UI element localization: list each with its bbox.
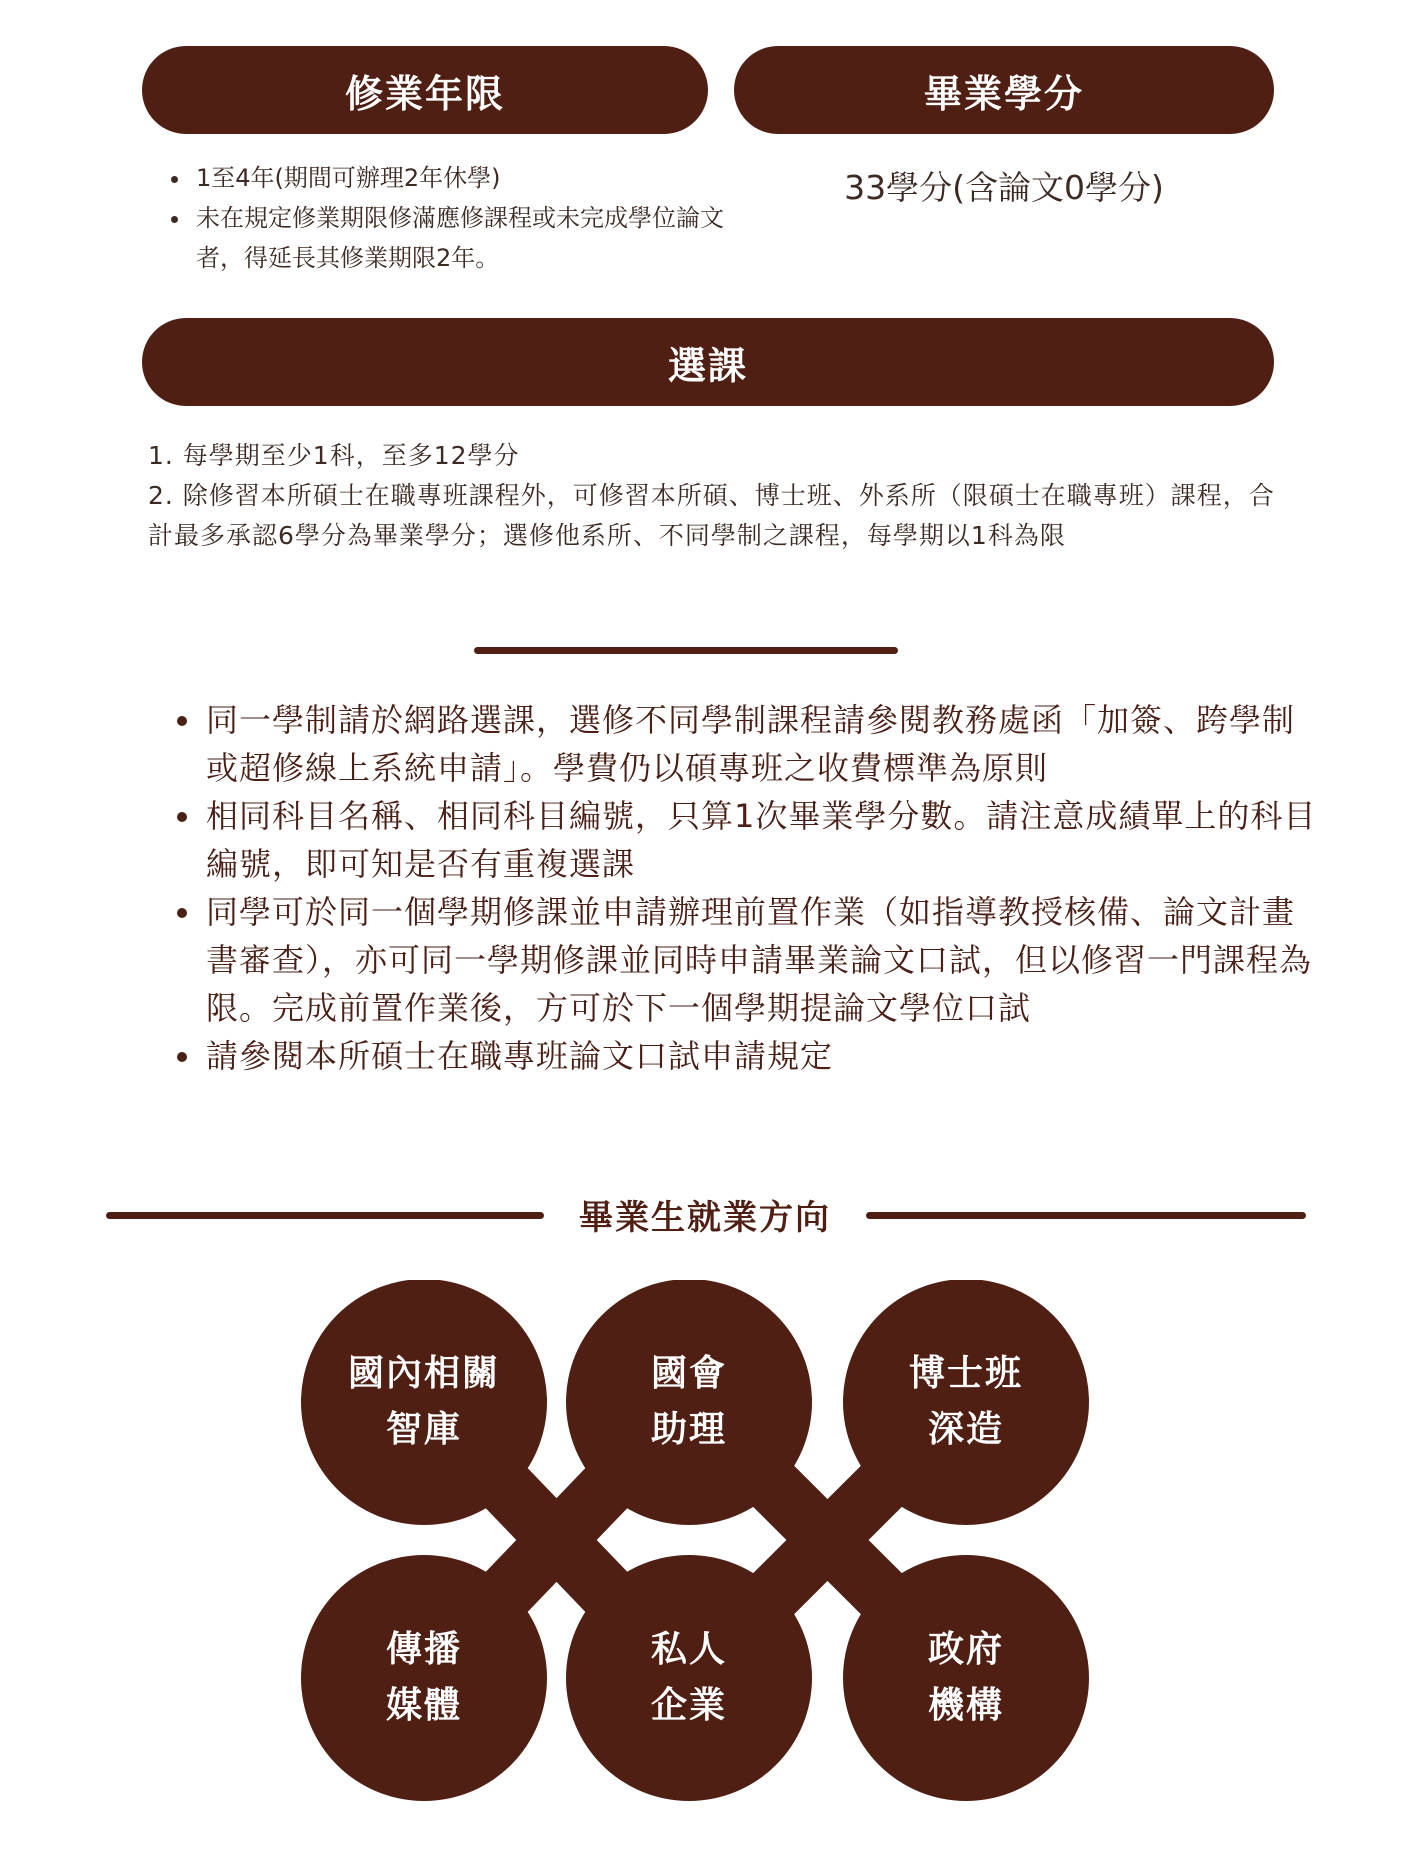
node-label-line2: 企業 — [650, 1685, 727, 1726]
list-item: • 同一學制請於網路選課，選修不同學制課程請參閱教務處函「加簽、跨學制或超修線上系統申請」。學費仍以碩專班之收費標準為原則 — [204, 696, 1322, 792]
duration-header — [142, 46, 708, 134]
node-label-line1: 國內相關 — [347, 1353, 500, 1394]
node-label-line2: 智庫 — [385, 1409, 462, 1450]
node-label-line1: 政府 — [927, 1629, 1004, 1670]
node-label-line1: 私人 — [650, 1629, 727, 1670]
rule-item: 1. 每學期至少1科，至多12學分 — [148, 441, 520, 470]
career-node-congress-assistant — [589, 1346, 789, 1458]
list-item: • 相同科目名稱、相同科目編號，只算1次畢業學分數。請注意成績單上的科目編號，即可知是否有重複選課 — [204, 792, 1322, 888]
list-item: • 同學可於同一個學期修課並申請辦理前置作業（如指導教授核備、論文計畫書審查），亦可同一學期修課並同時申請畢業論文口試，但以修習一門課程為限。完成前置作業後，方可於下一個學期提論文學位口試 — [204, 888, 1322, 1032]
list-item: • 未在規定修業期限修滿應修課程或未完成學位論文者，得延長其修業期限2年。 — [192, 198, 752, 278]
list-item: • 請參閱本所碩士在職專班論文口試申請規定 — [204, 1032, 1322, 1080]
divider — [474, 647, 898, 654]
career-node-phd — [866, 1346, 1066, 1458]
career-node-government — [866, 1622, 1066, 1734]
node-label-line2: 機構 — [927, 1685, 1004, 1726]
node-label-line2: 助理 — [650, 1409, 727, 1450]
career-section-title: 畢業生就業方向 — [579, 1198, 831, 1238]
rule-item: 2. 除修習本所碩士在職專班課程外，可修習本所碩、博士班、外系所（限碩士在職專班）課程，合計最多承認6學分為畢業學分；選修他系所、不同學制之課程，每學期以1科為限 — [148, 481, 1275, 550]
credits-header — [734, 46, 1274, 134]
node-label-line2: 深造 — [927, 1409, 1004, 1450]
course-title: 選課 — [667, 343, 748, 388]
node-label-line1: 國會 — [650, 1353, 727, 1394]
duration-list — [152, 158, 752, 278]
course-header — [142, 318, 1274, 406]
course-rules — [148, 436, 1278, 556]
list-item: • 1至4年(期間可辦理2年休學) — [192, 158, 752, 198]
section-line-right — [866, 1212, 1306, 1219]
credits-title: 畢業學分 — [923, 71, 1084, 116]
node-label-line1: 傳播 — [385, 1629, 462, 1670]
node-label-line2: 媒體 — [385, 1685, 462, 1726]
career-node-think-tank — [324, 1346, 524, 1458]
career-node-private-enterprise — [589, 1622, 789, 1734]
duration-title: 修業年限 — [344, 71, 505, 116]
section-line-left — [106, 1212, 544, 1219]
node-label-line1: 博士班 — [908, 1353, 1023, 1394]
career-node-media — [324, 1622, 524, 1734]
course-notes — [162, 696, 1322, 1080]
credits-value: 33學分(含論文0學分) — [844, 168, 1164, 207]
